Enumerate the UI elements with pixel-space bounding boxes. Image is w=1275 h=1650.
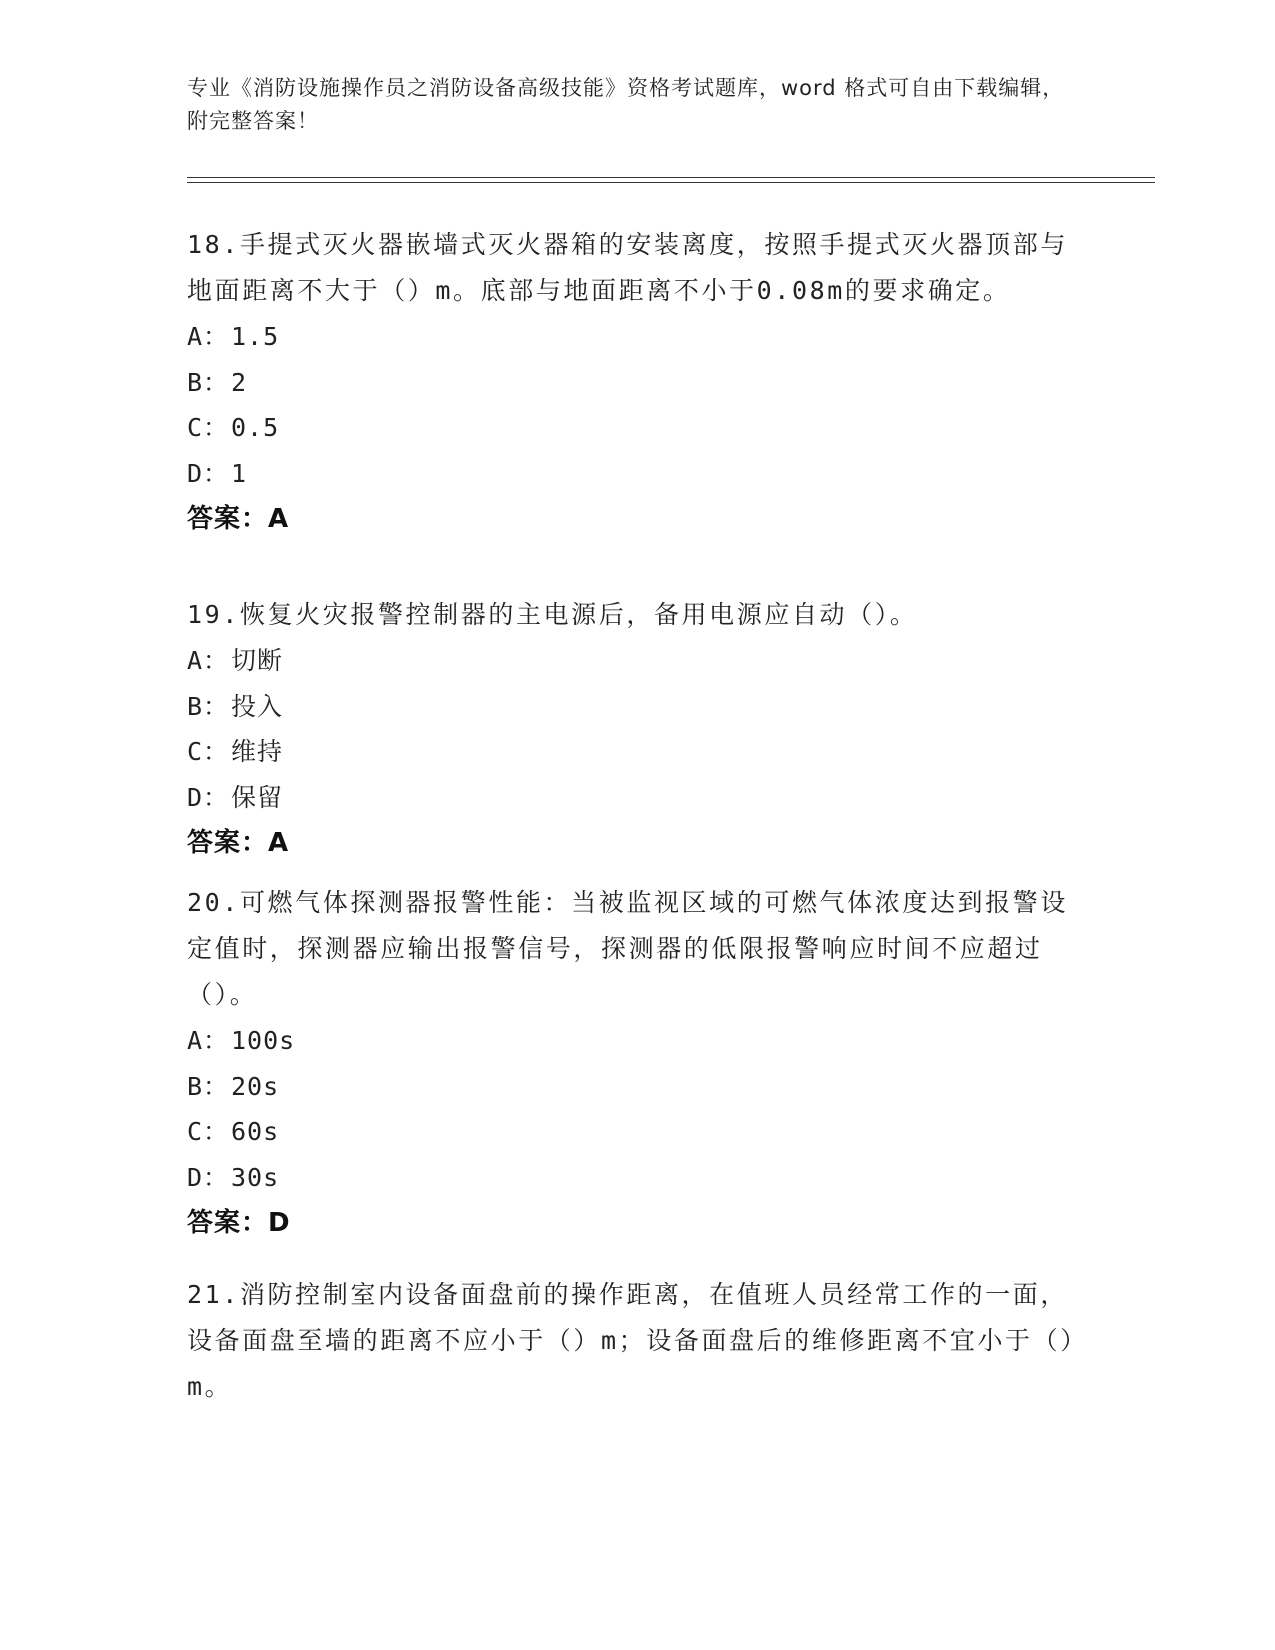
question-stem: 20.可燃气体探测器报警性能：当被监视区域的可燃气体浓度达到报警设定值时，探测器应输出报警信号，探测器的低限报警响应时间不应超过（）。 <box>187 888 1068 1009</box>
option-b: B：2 <box>187 367 248 397</box>
answer: 答案：A <box>187 504 290 534</box>
header-divider <box>187 177 1155 183</box>
question-stem: 18.手提式灭火器嵌墙式灭火器箱的安装离度，按照手提式灭火器顶部与地面距离不大于（）m。底部与地面距离不小于0.08m的要求确定。 <box>187 230 1068 305</box>
option-a: A：100s <box>187 1026 296 1055</box>
option-a: A：切断 <box>187 646 284 675</box>
question-19 <box>187 592 1077 866</box>
option-c: C：维持 <box>187 737 284 766</box>
question-20 <box>187 880 1077 1246</box>
option-d: D：1 <box>187 458 248 488</box>
question-stem: 19.恢复火灾报警控制器的主电源后，备用电源应自动（）。 <box>187 600 918 629</box>
document-header: 专业《消防设施操作员之消防设备高级技能》资格考试题库，word 格式可自由下载编辑，附完整答案！ <box>187 76 1065 133</box>
option-c: C：0.5 <box>187 413 280 442</box>
question-21 <box>187 1272 1077 1410</box>
option-a: A：1.5 <box>187 322 280 351</box>
option-b: B：20s <box>187 1071 280 1101</box>
answer: 答案：A <box>187 828 290 858</box>
option-c: C：60s <box>187 1117 280 1146</box>
option-d: D：保留 <box>187 782 284 812</box>
question-18 <box>187 222 1077 542</box>
answer: 答案：D <box>187 1208 291 1238</box>
question-stem: 21.消防控制室内设备面盘前的操作距离，在值班人员经常工作的一面，设备面盘至墙的距离不应小于（）m；设备面盘后的维修距离不宜小于（）m。 <box>187 1280 1076 1401</box>
option-b: B：投入 <box>187 691 284 721</box>
option-d: D：30s <box>187 1162 280 1192</box>
